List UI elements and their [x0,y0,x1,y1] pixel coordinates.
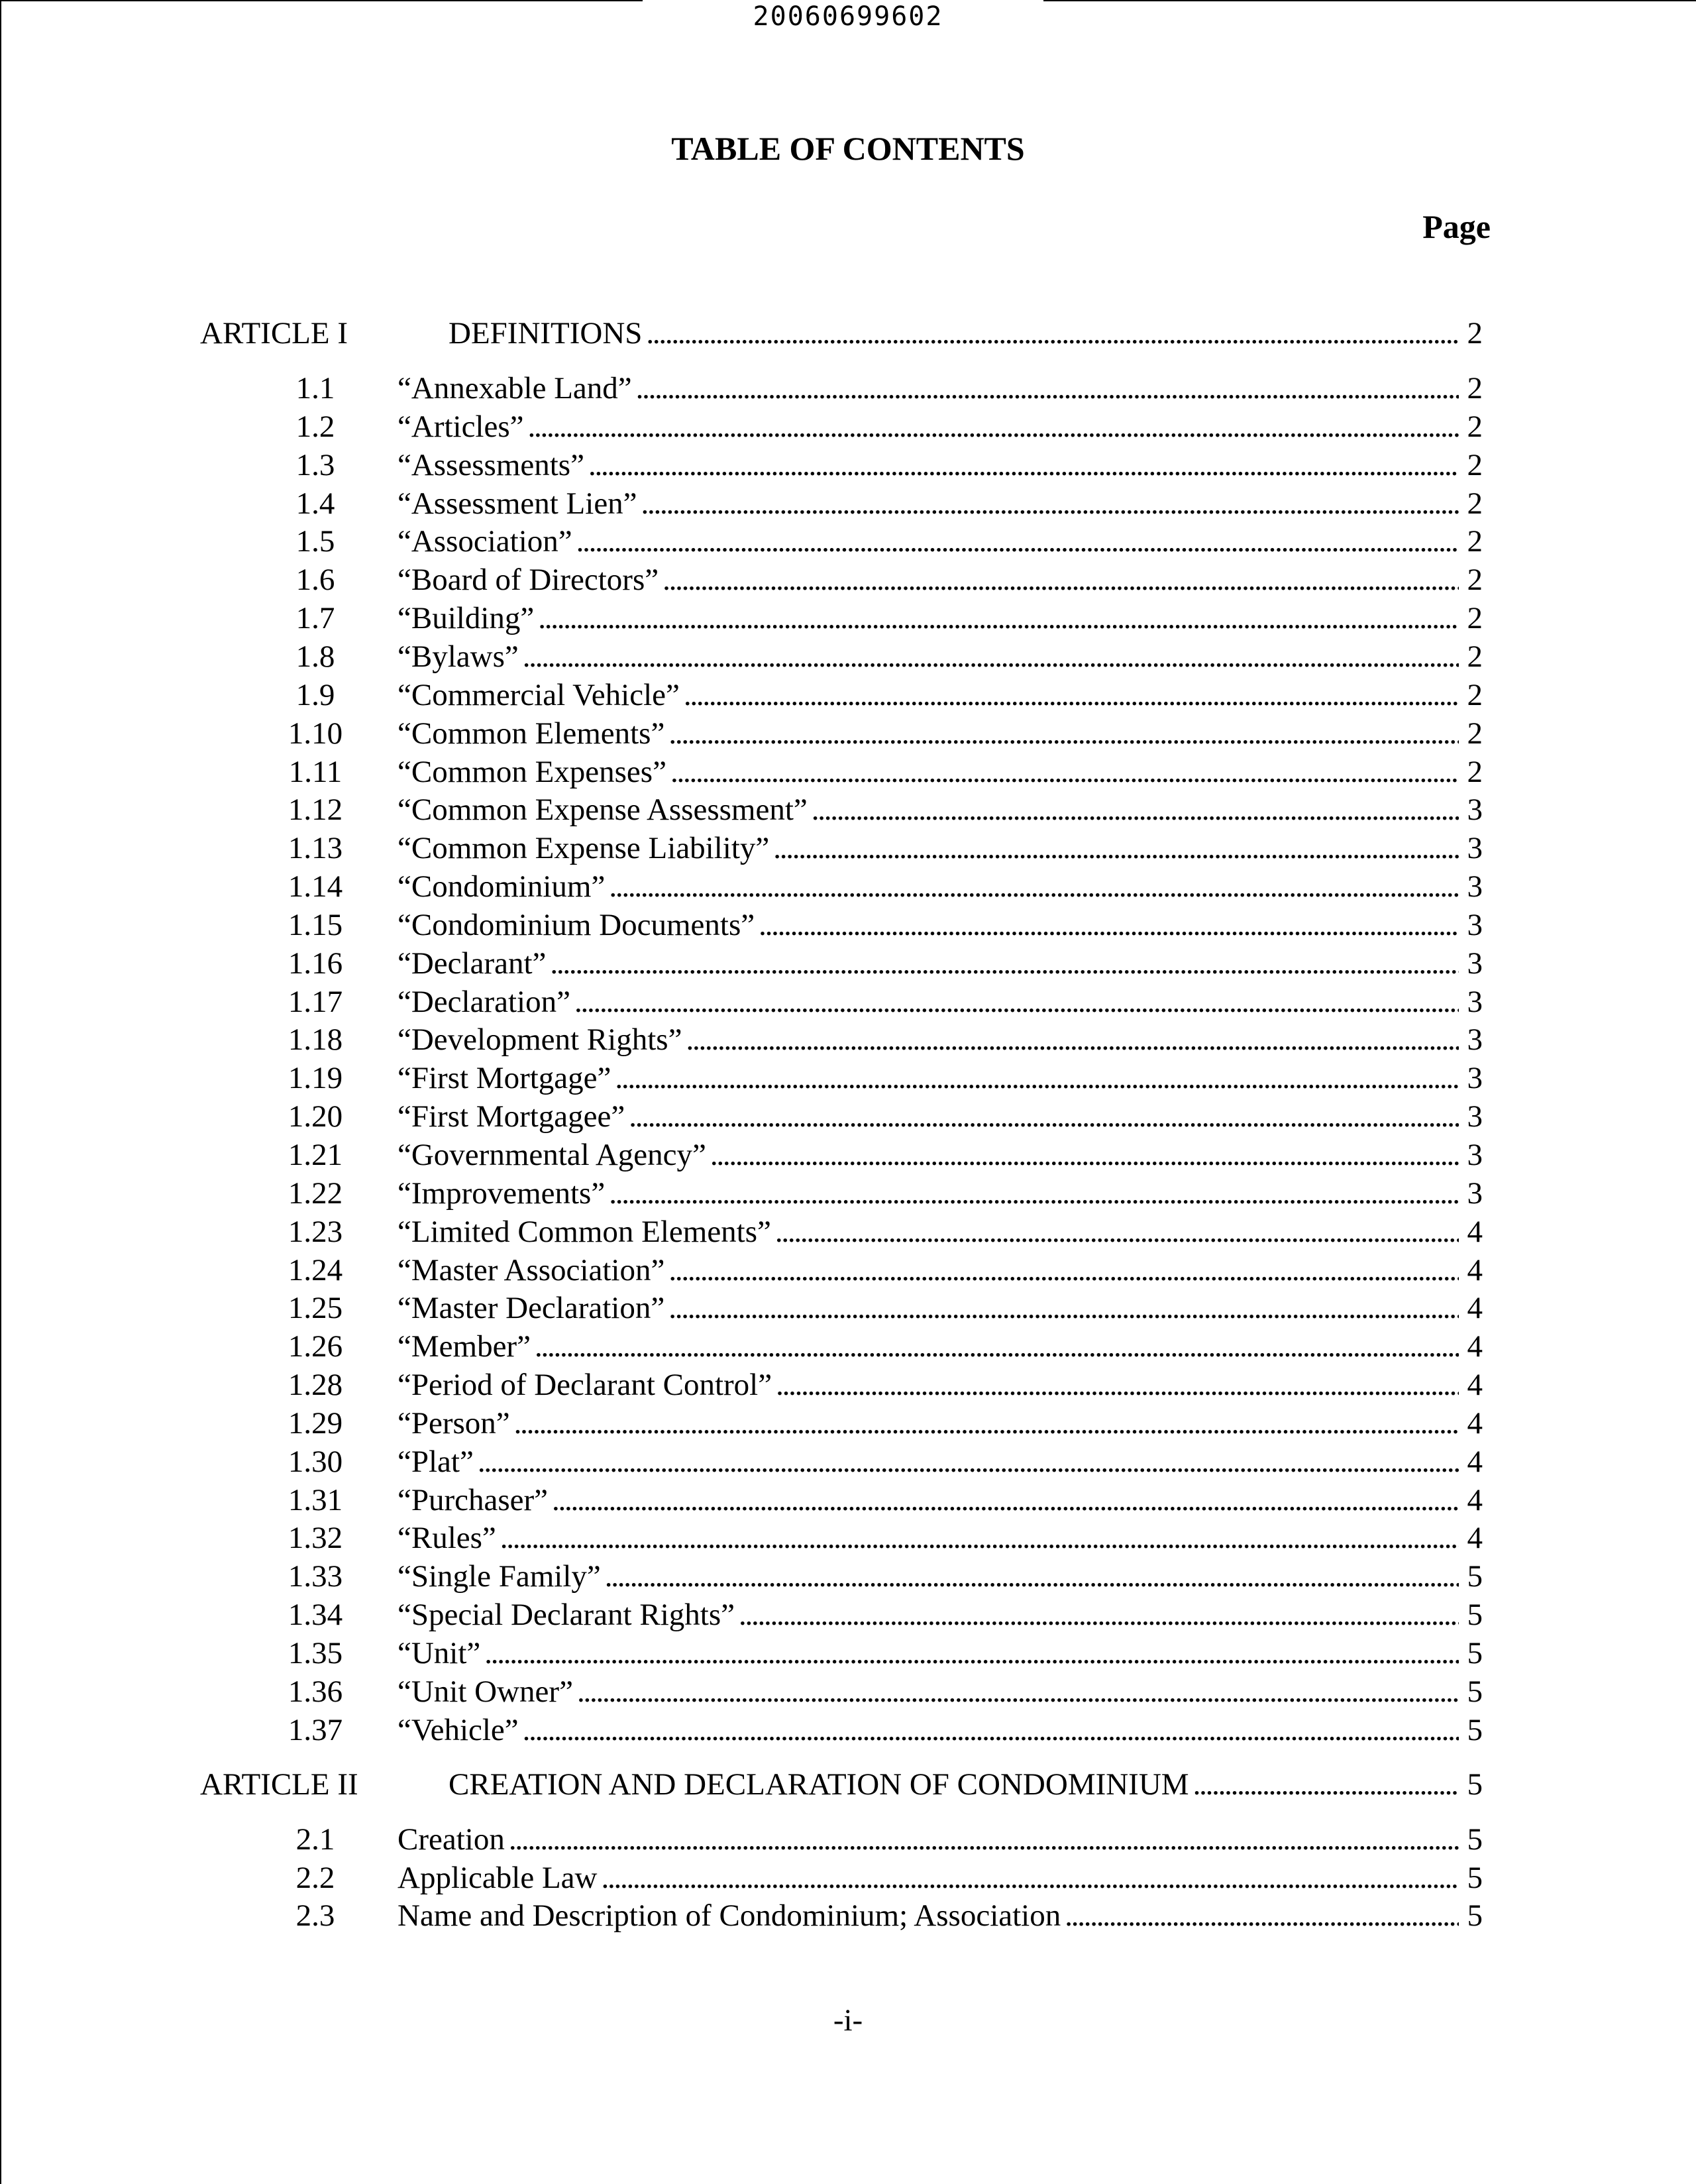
dot-leader [552,1480,1459,1520]
toc-section-row [0,905,1696,945]
toc-title: “Unit” [398,1633,480,1673]
toc-title: “Rules” [398,1518,496,1558]
toc-title: “Special Declarant Rights” [398,1595,735,1635]
toc-page-number: 4 [1467,1445,1483,1479]
toc-page-number: 2 [1467,639,1483,674]
toc-title: “Common Expense Liability” [398,828,769,868]
toc-title: “Person” [398,1403,510,1443]
toc-page-number: 5 [1467,1674,1483,1709]
toc-title: “Articles” [398,407,524,447]
toc-section-row [0,867,1696,906]
toc-title: “Common Expense Assessment” [398,790,808,830]
toc-section-row [0,1403,1696,1443]
toc-number: 1.36 [288,1674,343,1709]
toc-title: “First Mortgage” [398,1058,611,1098]
toc-entry [398,1672,1483,1712]
toc-title: “Assessment Lien” [398,484,637,523]
toc-entry [398,1020,1483,1060]
dot-leader [686,1020,1459,1060]
dot-leader [500,1518,1459,1558]
toc-section-row [0,637,1696,677]
toc-page-number: 5 [1467,1898,1483,1933]
dot-leader [609,1174,1459,1213]
toc-page-number: 2 [1467,755,1483,789]
toc-number: 1.23 [288,1215,343,1249]
dot-leader [759,905,1459,945]
toc-entry [398,1135,1483,1175]
toc-entry [398,1403,1483,1443]
toc-page-number: 2 [1467,410,1483,444]
dot-leader [773,828,1459,868]
toc-title: “Bylaws” [398,637,519,677]
toc-page-number: 4 [1467,1253,1483,1287]
toc-number: 1.1 [295,371,335,406]
toc-number: 1.13 [288,831,343,865]
dot-leader [574,982,1459,1022]
footer-page-number: -i- [833,2003,863,2038]
toc-entry [398,1288,1483,1328]
toc-entry [398,1896,1483,1936]
toc-title: “Board of Directors” [398,560,659,600]
toc-entry [398,714,1483,753]
toc-number: 1.20 [288,1099,343,1134]
toc-entry [398,484,1483,523]
toc-entry [398,1820,1483,1859]
toc-page-number: 3 [1467,792,1483,827]
toc-section-row [0,1820,1696,1859]
toc-page-number: 2 [1467,716,1483,751]
toc-entry [398,982,1483,1022]
toc-number: 1.30 [288,1445,343,1479]
dot-leader [615,1058,1459,1098]
dot-leader [668,1288,1459,1328]
toc-number: 1.37 [288,1713,343,1747]
toc-entry [398,752,1483,792]
toc-number: 1.5 [295,524,335,559]
toc-page-number: 4 [1467,1368,1483,1402]
toc-section-row [0,1058,1696,1098]
toc-section-row [0,1518,1696,1558]
toc-number: 1.17 [288,985,343,1019]
toc-section-row [0,752,1696,792]
toc-section-row [0,407,1696,447]
toc-article-row [0,313,1696,353]
toc-section-row [0,521,1696,561]
toc-section-row [0,1212,1696,1252]
toc-title: “Governmental Agency” [398,1135,706,1175]
dot-leader [1193,1765,1459,1804]
toc-section-row [0,714,1696,753]
toc-page-number: 3 [1467,985,1483,1019]
toc-entry [398,560,1483,600]
toc-number: 1.2 [295,410,335,444]
page-title: TABLE OF CONTENTS [671,130,1025,167]
toc-title: Name and Description of Condominium; Association [398,1896,1061,1936]
toc-entry [398,1174,1483,1213]
dot-leader [523,1710,1459,1750]
dot-leader [670,752,1459,792]
dot-leader [668,1250,1459,1290]
toc-entry [398,1480,1483,1520]
toc-page-number: 5 [1467,1636,1483,1670]
toc-title: “Member” [398,1327,531,1366]
toc-page-number: 3 [1467,869,1483,904]
toc-title: “Unit Owner” [398,1672,573,1712]
dot-leader [588,445,1459,485]
toc-number: 1.34 [288,1598,343,1632]
dot-leader [514,1403,1459,1443]
toc-page-number: 4 [1467,1291,1483,1325]
toc-page-number: 5 [1467,1598,1483,1632]
toc-title: “Purchaser” [398,1480,548,1520]
toc-number: 1.3 [295,448,335,482]
toc-number: 1.25 [288,1291,343,1325]
toc-title: “Declarant” [398,944,546,983]
toc-page-number: 3 [1467,908,1483,942]
toc-number: 1.9 [295,678,335,712]
toc-entry [398,1212,1483,1252]
toc-number: 1.14 [288,869,343,904]
toc-entry [398,1365,1483,1405]
toc-title: “Single Family” [398,1556,601,1596]
toc-title: “First Mortgagee” [398,1097,625,1136]
toc-section-row [0,790,1696,830]
dot-leader [576,521,1459,561]
toc-number: 1.10 [288,716,343,751]
toc-title: “Condominium Documents” [398,905,755,945]
dot-leader [812,790,1459,830]
toc-number: 1.15 [288,908,343,942]
toc-section-row [0,1595,1696,1635]
toc-title: Applicable Law [398,1858,597,1898]
toc-number: 1.7 [295,601,335,635]
toc-number: 2.3 [295,1898,335,1933]
dot-leader [509,1820,1459,1859]
toc-title: “Common Elements” [398,714,664,753]
page-column-label: Page [1422,208,1491,245]
toc-section-row [0,1858,1696,1898]
toc-number: 1.18 [288,1022,343,1057]
toc-section-row [0,1174,1696,1213]
toc-page-number: 4 [1467,1521,1483,1555]
toc-section-row [0,675,1696,715]
toc-article-row [0,1765,1696,1804]
toc-page-number: 3 [1467,1061,1483,1095]
toc-section-row [0,1480,1696,1520]
toc-title: Creation [398,1820,505,1859]
toc-section-row [0,560,1696,600]
toc-page-number: 3 [1467,1176,1483,1211]
dot-leader [636,368,1459,408]
toc-number: 1.12 [288,792,343,827]
toc-title: “Limited Common Elements” [398,1212,771,1252]
toc-page-number: 4 [1467,1406,1483,1441]
toc-page-number: 2 [1467,678,1483,712]
toc-entry [398,1556,1483,1596]
toc-entry [449,313,1483,353]
toc-number: 1.28 [288,1368,343,1402]
toc-title: “Building” [398,598,534,638]
toc-title: “Declaration” [398,982,570,1022]
toc-title: “Development Rights” [398,1020,682,1060]
toc-number: 1.22 [288,1176,343,1211]
toc-page-number: 3 [1467,1138,1483,1172]
toc-number: 1.33 [288,1559,343,1594]
toc-entry [398,828,1483,868]
toc-section-row [0,1672,1696,1712]
dot-leader [629,1097,1459,1136]
toc-section-row [0,1020,1696,1060]
toc-title: “Period of Declarant Control” [398,1365,772,1405]
toc-page-number: 2 [1467,601,1483,635]
toc-entry [398,1858,1483,1898]
toc-section-row [0,828,1696,868]
toc-title: “Assessments” [398,445,584,485]
toc-entry [398,445,1483,485]
toc-title: “Plat” [398,1442,474,1482]
toc-entry [398,521,1483,561]
dot-leader [684,675,1459,715]
dot-leader [601,1858,1459,1898]
toc-entry [398,1633,1483,1673]
toc-number: ARTICLE I [200,316,348,351]
toc-title: “Master Declaration” [398,1288,664,1328]
toc-number: 1.11 [288,755,343,789]
dot-leader [478,1442,1459,1482]
toc-number: 1.24 [288,1253,343,1287]
toc-title: “Commercial Vehicle” [398,675,680,715]
toc-number: 1.6 [295,563,335,597]
toc-entry [398,1250,1483,1290]
dot-leader [641,484,1459,523]
toc-page-number: 5 [1467,1767,1483,1802]
toc-page-number: 4 [1467,1215,1483,1249]
toc-page-number: 3 [1467,1022,1483,1057]
toc-entry [398,598,1483,638]
toc-section-row [0,484,1696,523]
dot-leader [523,637,1459,677]
toc-entry [398,1058,1483,1098]
toc-entry [398,790,1483,830]
toc-page-number: 2 [1467,524,1483,559]
toc-section-row [0,598,1696,638]
toc-page-number: 3 [1467,946,1483,981]
toc-number: 1.29 [288,1406,343,1441]
toc-number: 1.26 [288,1329,343,1364]
toc-section-row [0,1442,1696,1482]
toc-entry [398,905,1483,945]
dot-leader [550,944,1459,983]
dot-leader [776,1365,1459,1405]
toc-section-row [0,1365,1696,1405]
toc-number: 1.21 [288,1138,343,1172]
document-number: 20060699602 [753,1,943,32]
toc-section-row [0,368,1696,408]
dot-leader [739,1595,1459,1635]
toc-number: 1.35 [288,1636,343,1670]
toc-number: 1.16 [288,946,343,981]
toc-entry [449,1765,1483,1804]
toc-number: 1.4 [295,486,335,521]
toc-title: CREATION AND DECLARATION OF CONDOMINIUM [449,1765,1189,1804]
dot-leader [1065,1896,1459,1936]
toc-page-number: 2 [1467,316,1483,351]
toc-section-row [0,1710,1696,1750]
toc-entry [398,1710,1483,1750]
toc-section-row [0,1288,1696,1328]
toc-title: DEFINITIONS [449,313,642,353]
toc-page-number: 5 [1467,1861,1483,1895]
dot-leader [577,1672,1459,1712]
toc-page-number: 4 [1467,1483,1483,1517]
toc-page-number: 5 [1467,1559,1483,1594]
toc-entry [398,407,1483,447]
toc-section-row [0,1327,1696,1366]
toc-entry [398,637,1483,677]
toc-page-number: 2 [1467,371,1483,406]
toc-title: “Improvements” [398,1174,605,1213]
toc-entry [398,368,1483,408]
dot-leader [609,867,1459,906]
toc-entry [398,675,1483,715]
toc-page-number: 3 [1467,1099,1483,1134]
dot-leader [775,1212,1459,1252]
toc-entry [398,1327,1483,1366]
toc-page-number: 5 [1467,1822,1483,1857]
toc-entry [398,1518,1483,1558]
toc-number: 1.8 [295,639,335,674]
toc-number: 2.2 [295,1861,335,1895]
toc-entry [398,867,1483,906]
dot-leader [646,313,1459,353]
toc-number: 1.31 [288,1483,343,1517]
toc-section-row [0,1896,1696,1936]
dot-leader [538,598,1459,638]
toc-title: “Annexable Land” [398,368,632,408]
dot-leader [662,560,1459,600]
toc-title: “Association” [398,521,572,561]
toc-section-row [0,1097,1696,1136]
toc-section-row [0,1135,1696,1175]
toc-title: “Master Association” [398,1250,664,1290]
toc-page-number: 2 [1467,563,1483,597]
toc-section-row [0,1556,1696,1596]
toc-entry [398,1595,1483,1635]
toc-section-row [0,1633,1696,1673]
toc-page-number: 4 [1467,1329,1483,1364]
toc-number: 1.19 [288,1061,343,1095]
toc-title: “Vehicle” [398,1710,519,1750]
toc-section-row [0,982,1696,1022]
toc-entry [398,944,1483,983]
dot-leader [710,1135,1459,1175]
toc-section-row [0,944,1696,983]
toc-page-number: 2 [1467,486,1483,521]
toc-entry [398,1442,1483,1482]
dot-leader [605,1556,1459,1596]
toc-entry [398,1097,1483,1136]
toc-title: “Common Expenses” [398,752,666,792]
toc-number: ARTICLE II [200,1767,358,1802]
dot-leader [535,1327,1459,1366]
toc-number: 2.1 [295,1822,335,1857]
dot-leader [484,1633,1459,1673]
toc-page-number: 3 [1467,831,1483,865]
toc-section-row [0,1250,1696,1290]
toc-title: “Condominium” [398,867,605,906]
toc-number: 1.32 [288,1521,343,1555]
dot-leader [528,407,1459,447]
toc-page-number: 2 [1467,448,1483,482]
dot-leader [668,714,1459,753]
toc-section-row [0,445,1696,485]
toc-page-number: 5 [1467,1713,1483,1747]
